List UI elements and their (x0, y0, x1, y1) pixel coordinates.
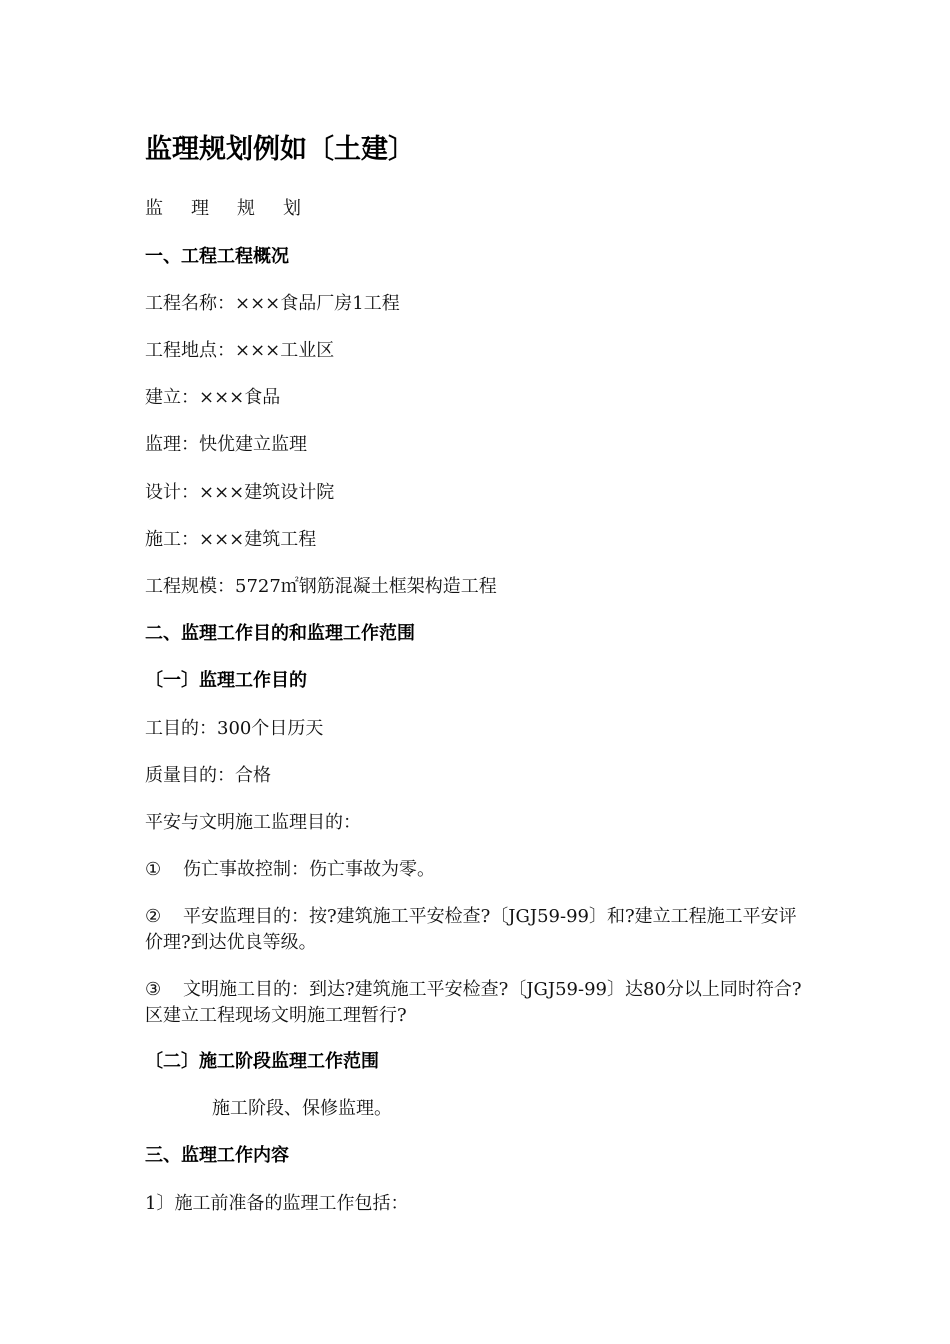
project-scale: 工程规模：5727㎡钢筋混凝土框架构造工程 (145, 576, 497, 597)
item-marker: ② (145, 906, 162, 927)
numbered-item (145, 977, 810, 1029)
section-2-1-heading: 〔一〕监理工作目的 (145, 670, 307, 691)
document-subtitle: 监理规划 (145, 198, 329, 219)
scope-text: 施工阶段、保修监理。 (212, 1098, 392, 1119)
project-owner: 建立：×××食品 (145, 387, 281, 408)
item-marker: ① (145, 859, 162, 880)
project-supervisor: 监理：快优建立监理 (145, 434, 307, 455)
document-title: 监理规划例如〔土建〕 (145, 134, 415, 165)
project-designer: 设计：×××建筑设计院 (145, 482, 335, 503)
schedule-goal: 工目的：300个日历天 (145, 718, 324, 739)
project-contractor: 施工：×××建筑工程 (145, 529, 317, 550)
section-2-heading: 二、监理工作目的和监理工作范围 (145, 623, 415, 644)
section-1-heading: 一、工程工程概况 (145, 246, 289, 267)
preparation-item: 1〕施工前准备的监理工作包括： (145, 1193, 409, 1214)
project-name: 工程名称：×××食品厂房1工程 (145, 293, 400, 314)
item-text: 文明施工目的：到达?建筑施工平安检查?〔JGJ59-99〕达80分以上同时符合?区建立工程现场文明施工理暂行? (145, 979, 802, 1026)
item-text: 伤亡事故控制：伤亡事故为零。 (183, 859, 435, 880)
project-location: 工程地点：×××工业区 (145, 340, 335, 361)
safety-goal-label: 平安与文明施工监理目的： (145, 812, 361, 833)
section-3-heading: 三、监理工作内容 (145, 1145, 289, 1166)
section-2-2-heading: 〔二〕施工阶段监理工作范围 (145, 1051, 379, 1072)
quality-goal: 质量目的：合格 (145, 765, 271, 786)
item-text: 平安监理目的：按?建筑施工平安检查?〔JGJ59-99〕和?建立工程施工平安评价理?到达优良等级。 (145, 906, 797, 953)
numbered-item (145, 857, 810, 883)
numbered-item (145, 904, 810, 956)
item-marker: ③ (145, 979, 162, 1000)
